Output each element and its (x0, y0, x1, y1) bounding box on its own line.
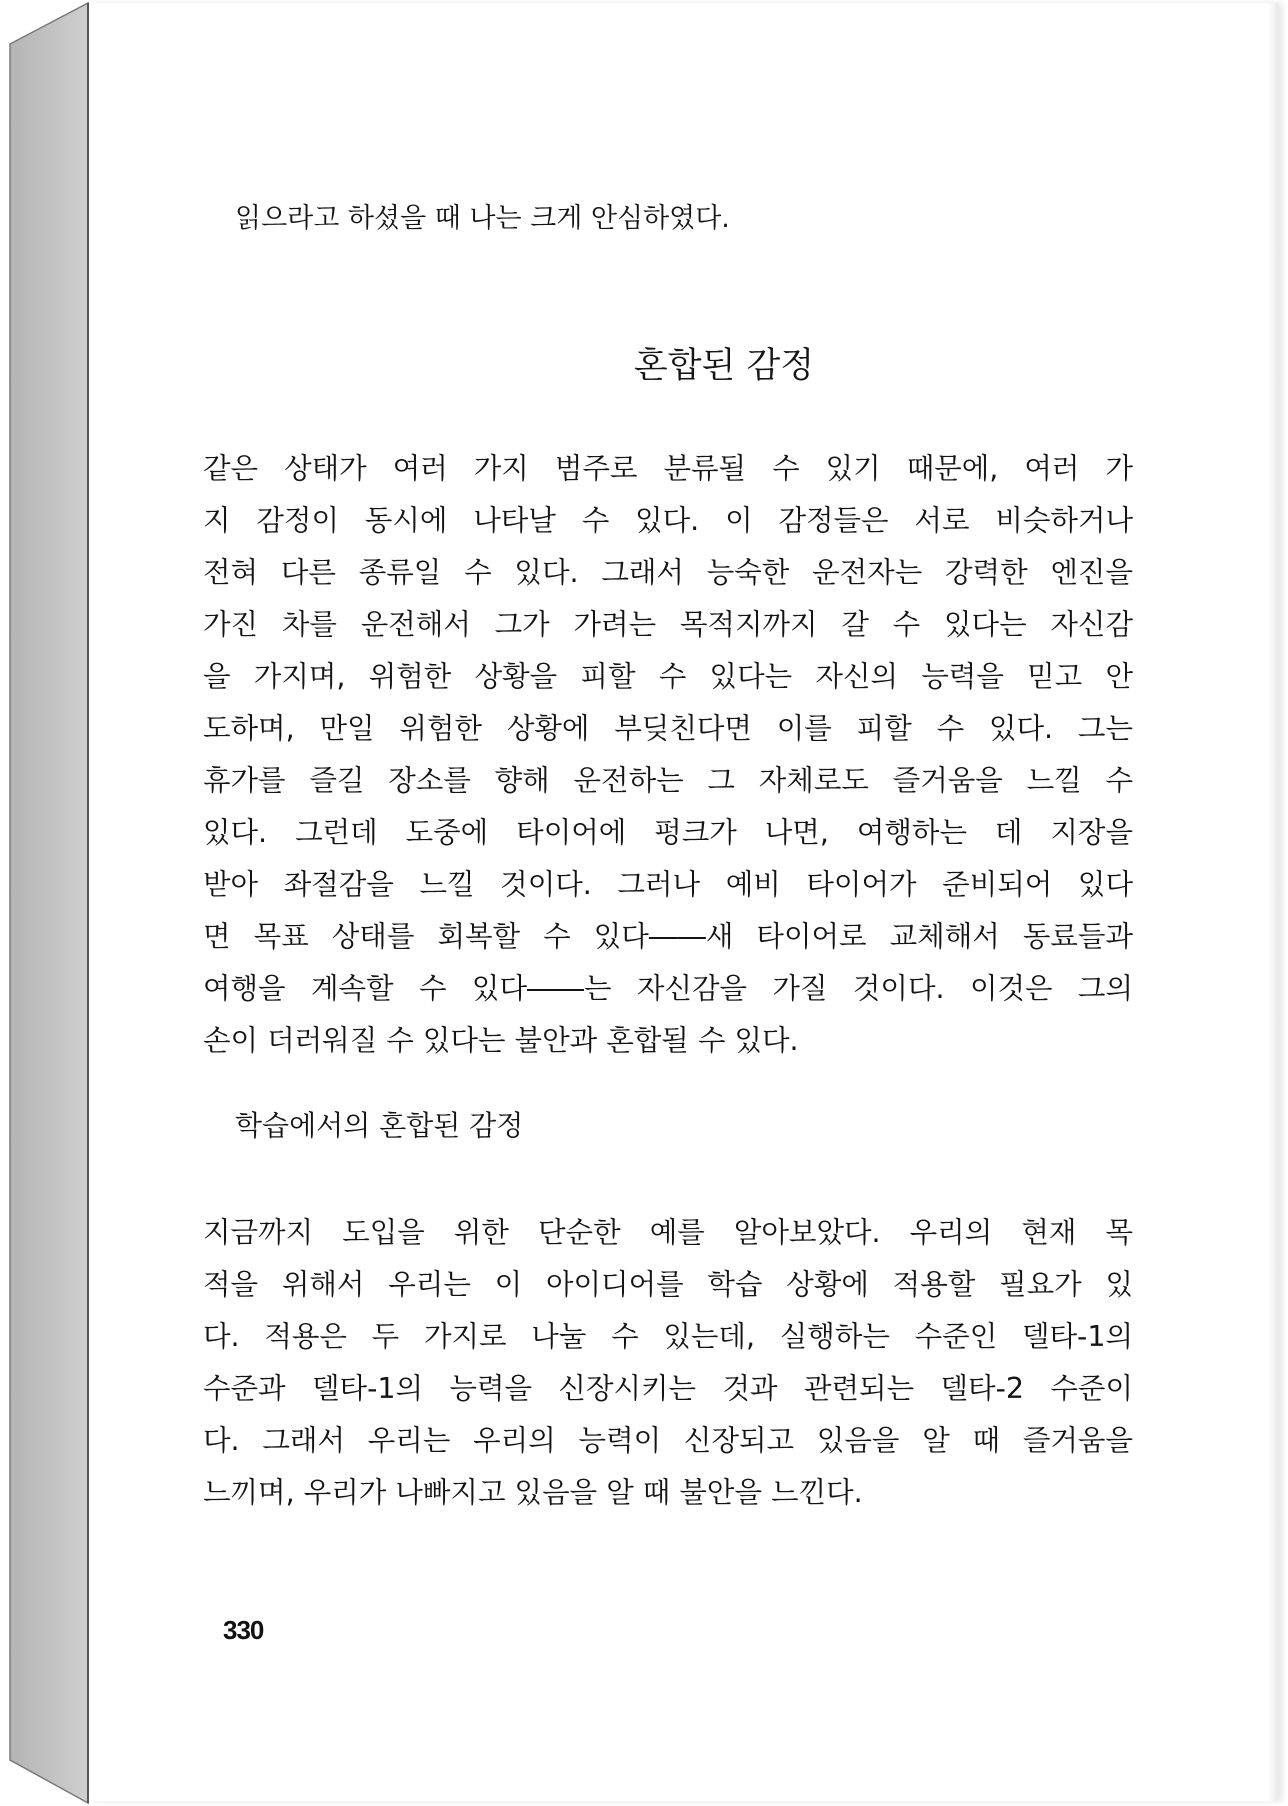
paragraph-line: 휴가를 즐길 장소를 향해 운전하는 그 자체로도 즐거움을 느낄 수 (203, 764, 1133, 797)
book-page (90, 3, 1278, 1801)
paragraph-line: 지 감정이 동시에 나타날 수 있다. 이 감정들은 서로 비슷하거나 (203, 504, 1133, 537)
paragraph-line: 적을 위해서 우리는 이 아이디어를 학습 상황에 적용할 필요가 있 (203, 1268, 1133, 1301)
paragraph-line: 있다. 그런데 도중에 타이어에 펑크가 나면, 여행하는 데 지장을 (203, 816, 1133, 849)
paragraph-line: 받아 좌절감을 느낄 것이다. 그러나 예비 타이어가 준비되어 있다 (203, 868, 1133, 901)
paragraph-line: 수준과 델타-1의 능력을 신장시키는 것과 관련되는 델타-2 수준이 (203, 1372, 1133, 1405)
paragraph-line: 다. 적용은 두 가지로 나눌 수 있는데, 실행하는 수준인 델타-1의 (203, 1320, 1133, 1353)
paragraph-line: 여행을 계속할 수 있다――는 자신감을 가질 것이다. 이것은 그의 (203, 972, 1133, 1005)
intro-line: 읽으라고 하셨을 때 나는 크게 안심하였다. (235, 203, 730, 234)
paragraph-line: 가진 차를 운전해서 그가 가려는 목적지까지 갈 수 있다는 자신감 (203, 608, 1133, 641)
paragraph-line: 지금까지 도입을 위한 단순한 예를 알아보았다. 우리의 현재 목 (203, 1216, 1133, 1249)
paragraph-line: 느끼며, 우리가 나빠지고 있음을 알 때 불안을 느낀다. (203, 1476, 863, 1509)
paragraph-line: 전혀 다른 종류일 수 있다. 그래서 능숙한 운전자는 강력한 엔진을 (203, 556, 1133, 589)
page-number: 330 (223, 1615, 264, 1645)
paragraph-line: 도하며, 만일 위험한 상황에 부딪친다면 이를 피할 수 있다. 그는 (203, 712, 1133, 745)
paragraph-line: 면 목표 상태를 회복할 수 있다――새 타이어로 교체해서 동료들과 (203, 920, 1133, 953)
paragraph-line: 다. 그래서 우리는 우리의 능력이 신장되고 있음을 알 때 즐거움을 (203, 1424, 1133, 1457)
paragraph-line: 을 가지며, 위험한 상황을 피할 수 있다는 자신의 능력을 믿고 안 (203, 660, 1133, 693)
section-title: 혼합된 감정 (633, 346, 815, 386)
paragraph-line: 손이 더러워질 수 있다는 불안과 혼합될 수 있다. (203, 1024, 799, 1057)
page-edge (1268, 3, 1278, 1801)
subsection-title: 학습에서의 혼합된 감정 (235, 1109, 524, 1142)
paragraph-line: 같은 상태가 여러 가지 범주로 분류될 수 있기 때문에, 여러 가 (203, 452, 1133, 485)
